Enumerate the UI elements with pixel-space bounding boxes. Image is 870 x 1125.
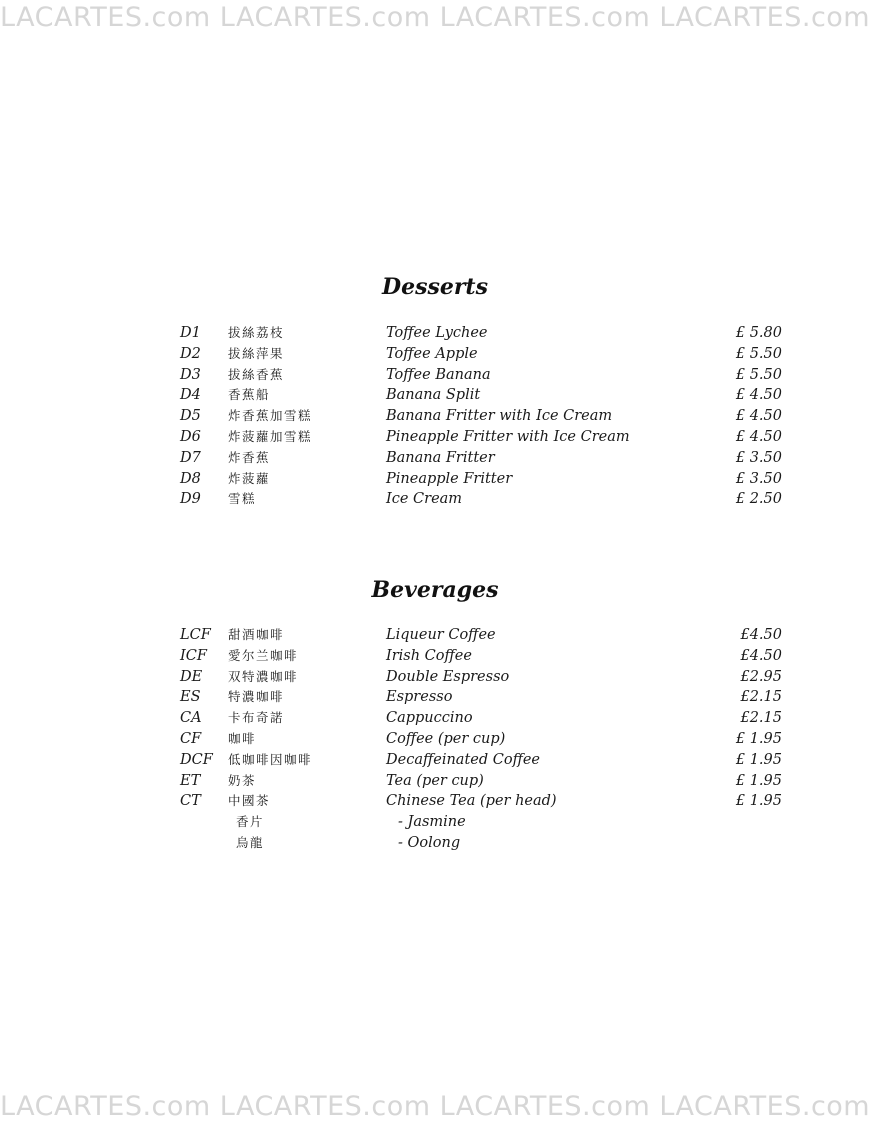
item-english-name: Banana Fritter with Ice Cream: [386, 408, 613, 425]
watermark-top: LACARTES.com LACARTES.com LACARTES.com LACARTES.com: [0, 2, 870, 33]
item-price: £ 5.80: [735, 325, 782, 341]
item-code: ICF: [180, 647, 207, 664]
item-price: £2.15: [740, 710, 782, 727]
menu-item: [0, 448, 870, 469]
menu-item: [0, 365, 870, 386]
item-price: £ 2.50: [735, 491, 782, 508]
item-chinese-name: 卡布奇諾: [228, 710, 285, 726]
item-code: D9: [180, 491, 201, 508]
beverages-title: Beverages: [371, 577, 499, 603]
item-english-name: - Oolong: [398, 834, 461, 851]
item-english-name: Tea (per cup): [386, 772, 484, 789]
item-english-name: Pineapple Fritter with Ice Cream: [386, 428, 630, 445]
menu-item: [0, 667, 870, 688]
item-price: £2.95: [740, 668, 782, 685]
item-code: D8: [180, 470, 201, 487]
item-price: £4.50: [740, 627, 782, 643]
beverages-list: [0, 625, 870, 854]
item-code: DE: [180, 668, 203, 685]
item-price: £ 4.50: [735, 408, 782, 425]
menu-item: [0, 469, 870, 490]
item-english-name: Banana Split: [386, 387, 481, 404]
item-chinese-name: 炸香蕉: [228, 449, 271, 465]
item-code: DCF: [180, 751, 213, 768]
menu-item: [0, 323, 870, 344]
item-chinese-name: 拔絲香蕉: [228, 366, 285, 382]
item-chinese-name: 烏龍: [236, 834, 265, 850]
menu-item: [0, 646, 870, 667]
item-code: ET: [180, 772, 201, 789]
item-english-name: Toffee Apple: [386, 345, 478, 362]
item-chinese-name: 炸菠蘿加雪糕: [228, 428, 313, 444]
menu-sub-item: [0, 833, 870, 854]
item-price: £ 4.50: [735, 387, 782, 404]
menu-item: [0, 344, 870, 365]
item-code: ES: [180, 689, 201, 706]
item-chinese-name: 雪糕: [228, 491, 257, 507]
item-code: D7: [180, 449, 201, 466]
item-price: £ 1.95: [735, 772, 782, 789]
item-english-name: Pineapple Fritter: [386, 470, 513, 487]
item-english-name: Banana Fritter: [386, 449, 495, 466]
item-chinese-name: 中國茶: [228, 793, 271, 809]
item-chinese-name: 拔絲荔枝: [228, 325, 285, 340]
item-code: D1: [180, 325, 201, 341]
menu-sub-item: [0, 812, 870, 833]
item-chinese-name: 甜酒咖啡: [228, 627, 285, 642]
item-code: LCF: [180, 627, 211, 643]
item-english-name: Coffee (per cup): [386, 730, 506, 747]
desserts-title: Desserts: [382, 274, 488, 300]
item-price: £2.15: [740, 689, 782, 706]
item-chinese-name: 炸菠蘿: [228, 470, 271, 486]
item-english-name: Double Espresso: [386, 668, 510, 685]
item-code: D3: [180, 366, 201, 383]
item-chinese-name: 特濃咖啡: [228, 689, 285, 705]
item-price: £ 3.50: [735, 449, 782, 466]
item-price: £4.50: [740, 647, 782, 664]
item-english-name: Chinese Tea (per head): [386, 793, 557, 810]
item-english-name: Cappuccino: [386, 710, 473, 727]
menu-item: [0, 385, 870, 406]
item-price: £ 1.95: [735, 751, 782, 768]
item-english-name: Toffee Lychee: [386, 325, 488, 341]
item-chinese-name: 低咖啡因咖啡: [228, 751, 313, 767]
item-price: £ 4.50: [735, 428, 782, 445]
item-english-name: - Jasmine: [398, 814, 466, 831]
item-english-name: Ice Cream: [386, 491, 463, 508]
item-code: CF: [180, 730, 202, 747]
item-english-name: Irish Coffee: [386, 647, 472, 664]
item-chinese-name: 炸香蕉加雪糕: [228, 408, 313, 424]
item-english-name: Liqueur Coffee: [386, 627, 496, 643]
item-code: CA: [180, 710, 202, 727]
item-chinese-name: 咖啡: [228, 730, 257, 746]
menu-item: [0, 625, 870, 646]
item-chinese-name: 愛尔兰咖啡: [228, 647, 299, 663]
desserts-list: [0, 323, 870, 510]
item-chinese-name: 奶茶: [228, 772, 257, 788]
item-english-name: Decaffeinated Coffee: [386, 751, 541, 768]
menu-item: [0, 729, 870, 750]
menu-item: [0, 406, 870, 427]
item-chinese-name: 香蕉船: [228, 387, 271, 403]
item-code: D5: [180, 408, 201, 425]
item-chinese-name: 双特濃咖啡: [228, 668, 299, 684]
item-code: D6: [180, 428, 201, 445]
item-chinese-name: 香片: [236, 814, 265, 830]
item-code: D2: [180, 345, 201, 362]
menu-item: [0, 427, 870, 448]
item-chinese-name: 拔絲萍果: [228, 345, 285, 361]
item-price: £ 1.95: [735, 793, 782, 810]
menu-item: [0, 771, 870, 792]
item-english-name: Espresso: [386, 689, 453, 706]
menu-item: [0, 489, 870, 510]
item-price: £ 1.95: [735, 730, 782, 747]
item-price: £ 3.50: [735, 470, 782, 487]
item-code: D4: [180, 387, 201, 404]
watermark-bottom: LACARTES.com LACARTES.com LACARTES.com LACARTES.com: [0, 1091, 870, 1122]
item-code: CT: [180, 793, 201, 810]
item-price: £ 5.50: [735, 345, 782, 362]
menu-item: [0, 687, 870, 708]
menu-item: [0, 791, 870, 812]
menu-item: [0, 750, 870, 771]
menu-item: [0, 708, 870, 729]
item-english-name: Toffee Banana: [386, 366, 491, 383]
item-price: £ 5.50: [735, 366, 782, 383]
